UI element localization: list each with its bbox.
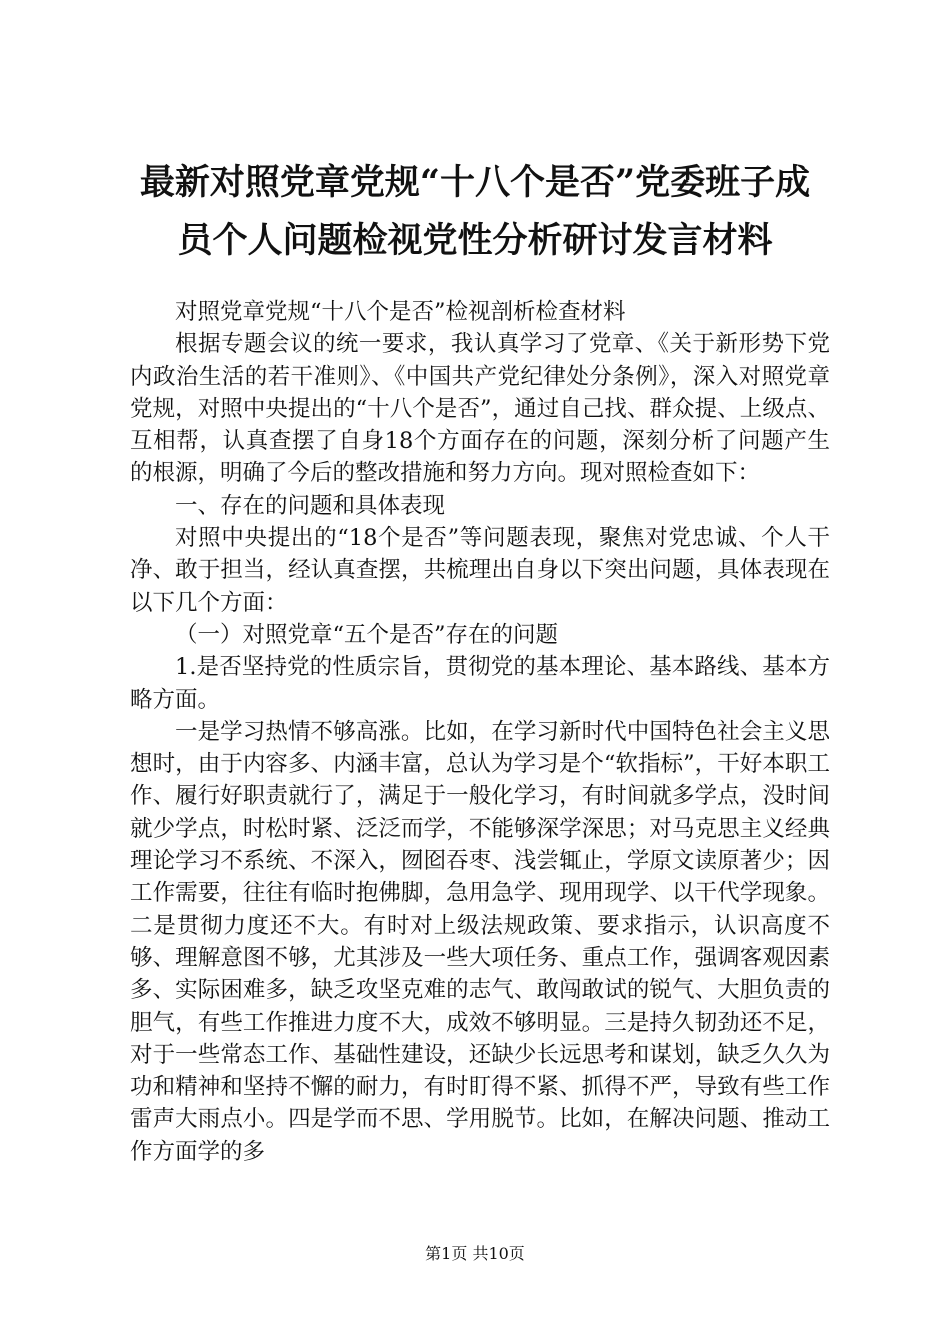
paragraph-intro: 根据专题会议的统一要求，我认真学习了党章、《关于新形势下党内政治生活的若干准则》、《中国共产党纪律处分条例》，深入对照党章党规，对照中央提出的“十八个是否”，通过自己找、群众提、上级点、互相帮，认真查摆了自身18个方面存在的问题，深刻分析了问题产生的根源，明确了今后的整改措施和努力方向。现对照检查如下：: [130, 331, 830, 487]
document-body: [130, 296, 830, 1168]
document-title-line-2: 员个人问题检视党性分析研讨发言材料: [177, 220, 773, 261]
paragraph-detail: 一是学习热情不够高涨。比如，在学习新时代中国特色社会主义思想时，由于内容多、内涵丰富，总认为学习是个“软指标”，干好本职工作、履行好职责就行了，满足于一般化学习，有时间就多学点，没时间就少学点，时松时紧、泛泛而学，不能够深学深思；对马克思主义经典理论学习不系统、不深入，囫囵吞枣、浅尝辄止，学原文读原著少；因工作需要，往往有临时抱佛脚，急用急学、现用现学、以干代学现象。二是贯彻力度还不大。有时对上级法规政策、要求指示，认识高度不够、理解意图不够，尤其涉及一些大项任务、重点工作，强调客观因素多、实际困难多，缺乏攻坚克难的志气、敢闯敢试的锐气、大胆负责的胆气，有些工作推进力度不大，成效不够明显。三是持久韧劲还不足，对于一些常态工作、基础性建设，还缺少长远思考和谋划，缺乏久久为功和精神和坚持不懈的耐力，有时盯得不紧、抓得不严，导致有些工作雷声大雨点小。四是学而不思、学用脱节。比如，在解决问题、推动工作方面学的多: [130, 718, 830, 1165]
paragraph-overview: 对照中央提出的“18个是否”等问题表现，聚焦对党忠诚、个人干净、敢于担当，经认真查摆，共梳理出自身以下突出问题，具体表现在以下几个方面：: [130, 525, 830, 616]
section-heading: 一、存在的问题和具体表现: [175, 492, 446, 519]
paragraph-subtitle: 对照党章党规“十八个是否”检视剖析检查材料: [175, 299, 626, 325]
item-heading: 1.是否坚持党的性质宗旨，贯彻党的基本理论、基本路线、基本方略方面。: [130, 654, 830, 713]
subsection-heading: （一）对照党章“五个是否”存在的问题: [175, 621, 559, 648]
document-title-line-1: 最新对照党章党规“十八个是否”党委班子成: [139, 162, 811, 203]
page-footer: 第1页 共10页: [425, 1244, 525, 1263]
